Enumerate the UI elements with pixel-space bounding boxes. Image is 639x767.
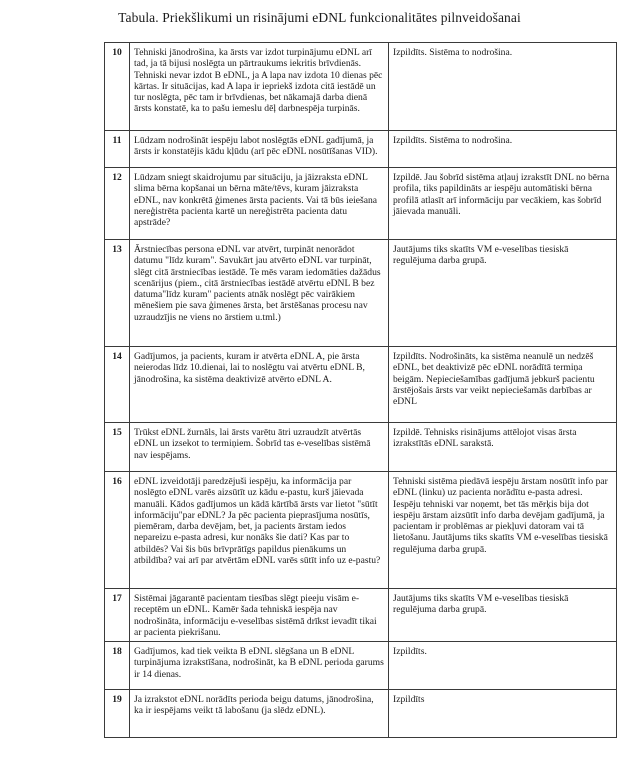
row-number: 10: [105, 43, 130, 131]
table-row: [105, 472, 617, 589]
problem-cell: Trūkst eDNL žurnāls, lai ārsts varētu ātri uzraudzīt atvērtās eDNL un izsekot to termiņiem. Šobrīd tas e-veselības sistēmā nav iespējams.: [130, 423, 389, 472]
problem-cell: Ārstniecības persona eDNL var atvērt, turpināt nenorādot datumu "līdz kuram". Savukārt jau atvērto eDNL var turpināt, slēgt citā ārstniecības iestādē. Te mēs varam iedomāties dažādus scenārijus (piem., citā ārstniecības iestādē atvērtu eDNL B bez datuma"līdz kuram" pacients atnāk noslēgt pēc vairākiem mēnešiem pie sava ģimenes ārsta, bet ārstēšanas procesu nav uzraudzījis ne viens no ārstiem u.tml.): [130, 240, 389, 347]
row-number: 13: [105, 240, 130, 347]
table-row: [105, 43, 617, 131]
solution-cell: Izpildīts. Sistēma to nodrošina.: [389, 43, 617, 131]
table-row: [105, 347, 617, 423]
problem-cell: eDNL izveidotāji paredzējuši iespēju, ka informācija par noslēgto eDNL varēs aizsūtīt uz kādu e-pastu, kurš jāievada manuāli. Kādos gadījumos un kādā kārtībā ārsts var lietot "sūtīt informāciju"par eDNL? Ja pēc pacienta pieprasījuma nosūtīs, piemēram, darba devējam, bet, ja pacients ārstam iedos nepareizu e-pasta adresi, kur nonāks šie dati? Kas par to atbildēs? Vai šis būs brīvprātīgs papildus pienākums un atbildība? vai arī par atvērtām eDNL varēs sūtīt info uz e-pastu?: [130, 472, 389, 589]
solution-cell: Tehniski sistēma piedāvā iespēju ārstam nosūtīt info par eDNL (linku) uz pacienta norādītu e-pasta adresi. Iespēju tehniski var noņemt, bet tās mērķis bija dot iespēju ārstam aizsūtīt info darba devējam gadījumā, ja pacientam ir problēmas ar piekļuvi datoram vai tā lietošanu. Jautājums tiks skatīts VM e-veselības tiesiskā regulējuma darba grupā.: [389, 472, 617, 589]
table-row: [105, 168, 617, 240]
problem-cell: Tehniski jānodrošina, ka ārsts var izdot turpinājumu eDNL arī tad, ja tā bijusi noslēgta un pārtraukums iekritis brīvdienās. Tehniski nevar izdot B eDNL, ja A lapa nav izdota 10 dienas pēc kārtas. Ir situācijas, kad A lapa ir iepriekš izdota citā iestādē un tur noslēgta, pēc tam ir brīvdienas, bet nākamajā darba dienā ārsts konstatē, ka to pašu iemeslu dēļ darbnespēja turpinās.: [130, 43, 389, 131]
row-number: 14: [105, 347, 130, 423]
row-number: 11: [105, 131, 130, 168]
row-number: 19: [105, 690, 130, 738]
page-title: Tabula. Priekšlikumi un risinājumi eDNL funkcionalitātes pilnveidošanai: [118, 10, 521, 25]
solution-cell: Izpildīts. Sistēma to nodrošina.: [389, 131, 617, 168]
table-row: [105, 131, 617, 168]
row-number: 18: [105, 642, 130, 690]
problem-cell: Gadījumos, kad tiek veikta B eDNL slēgšana un B eDNL turpinājuma izrakstīšana, nodrošināt, ka B eDNL perioda garums ir 14 dienas.: [130, 642, 389, 690]
problem-cell: Lūdzam sniegt skaidrojumu par situāciju, ja jāizraksta eDNL slima bērna kopšanai un bērna māte/tēvs, kuram jāizraksta eDNL, nav konkrētā ģimenes ārsta pacients. Vai tā būs ieiešana nereģistrēta pacienta kartē un nereģistrēta pacienta datu apstrāde?: [130, 168, 389, 240]
table-row: [105, 690, 617, 738]
problem-cell: Gadījumos, ja pacients, kuram ir atvērta eDNL A, pie ārsta neierodas līdz 10.dienai, lai to noslēgtu vai atvērtu eDNL B, jānodrošina, ka sistēma deaktivizē atvērto eDNL A.: [130, 347, 389, 423]
table-row: [105, 642, 617, 690]
table-row: [105, 423, 617, 472]
row-number: 17: [105, 589, 130, 642]
solution-cell: Jautājums tiks skatīts VM e-veselības tiesiskā regulējuma darba grupā.: [389, 240, 617, 347]
solution-cell: Izpildīts.: [389, 642, 617, 690]
problem-cell: Ja izrakstot eDNL norādīts perioda beigu datums, jānodrošina, ka ir iespējams veikt tā labošanu (ja slēdz eDNL).: [130, 690, 389, 738]
row-number: 16: [105, 472, 130, 589]
table-row: [105, 589, 617, 642]
solution-cell: Izpildīts: [389, 690, 617, 738]
proposals-table: [104, 42, 617, 738]
row-number: 12: [105, 168, 130, 240]
solution-cell: Izpildīts. Nodrošināts, ka sistēma neanulē un nedzēš eDNL, bet deaktivizē pēc eDNL norādītā termiņa beigām. Nepieciešamības gadījumā jebkurš pacientu ārstējošais ārsts var veikt nepieciešamās darbības ar eDNL: [389, 347, 617, 423]
problem-cell: Lūdzam nodrošināt iespēju labot noslēgtās eDNL gadījumā, ja ārsts ir konstatējis kādu kļūdu (arī pēc eDNL nosūtīšanas VID).: [130, 131, 389, 168]
problem-cell: Sistēmai jāgarantē pacientam tiesības slēgt pieeju visām e-receptēm un eDNL. Kamēr šada tehniskā iespēja nav nodrošināta, informāciju e-veselības sistēmā drīkst ievadīt tikai ar pacienta piekrišanu.: [130, 589, 389, 642]
solution-cell: Izpildē. Tehnisks risinājums attēlojot visas ārsta izrakstītās eDNL sarakstā.: [389, 423, 617, 472]
solution-cell: Izpildē. Jau šobrīd sistēma atļauj izrakstīt DNL no bērna profila, tiks papildināts ar iespēju automātiski bērna profilā atlasīt arī informāciju par vecākiem, kas šobrīd jāievada manuāli.: [389, 168, 617, 240]
solution-cell: Jautājums tiks skatīts VM e-veselības tiesiskā regulējuma darba grupā.: [389, 589, 617, 642]
table-row: [105, 240, 617, 347]
row-number: 15: [105, 423, 130, 472]
